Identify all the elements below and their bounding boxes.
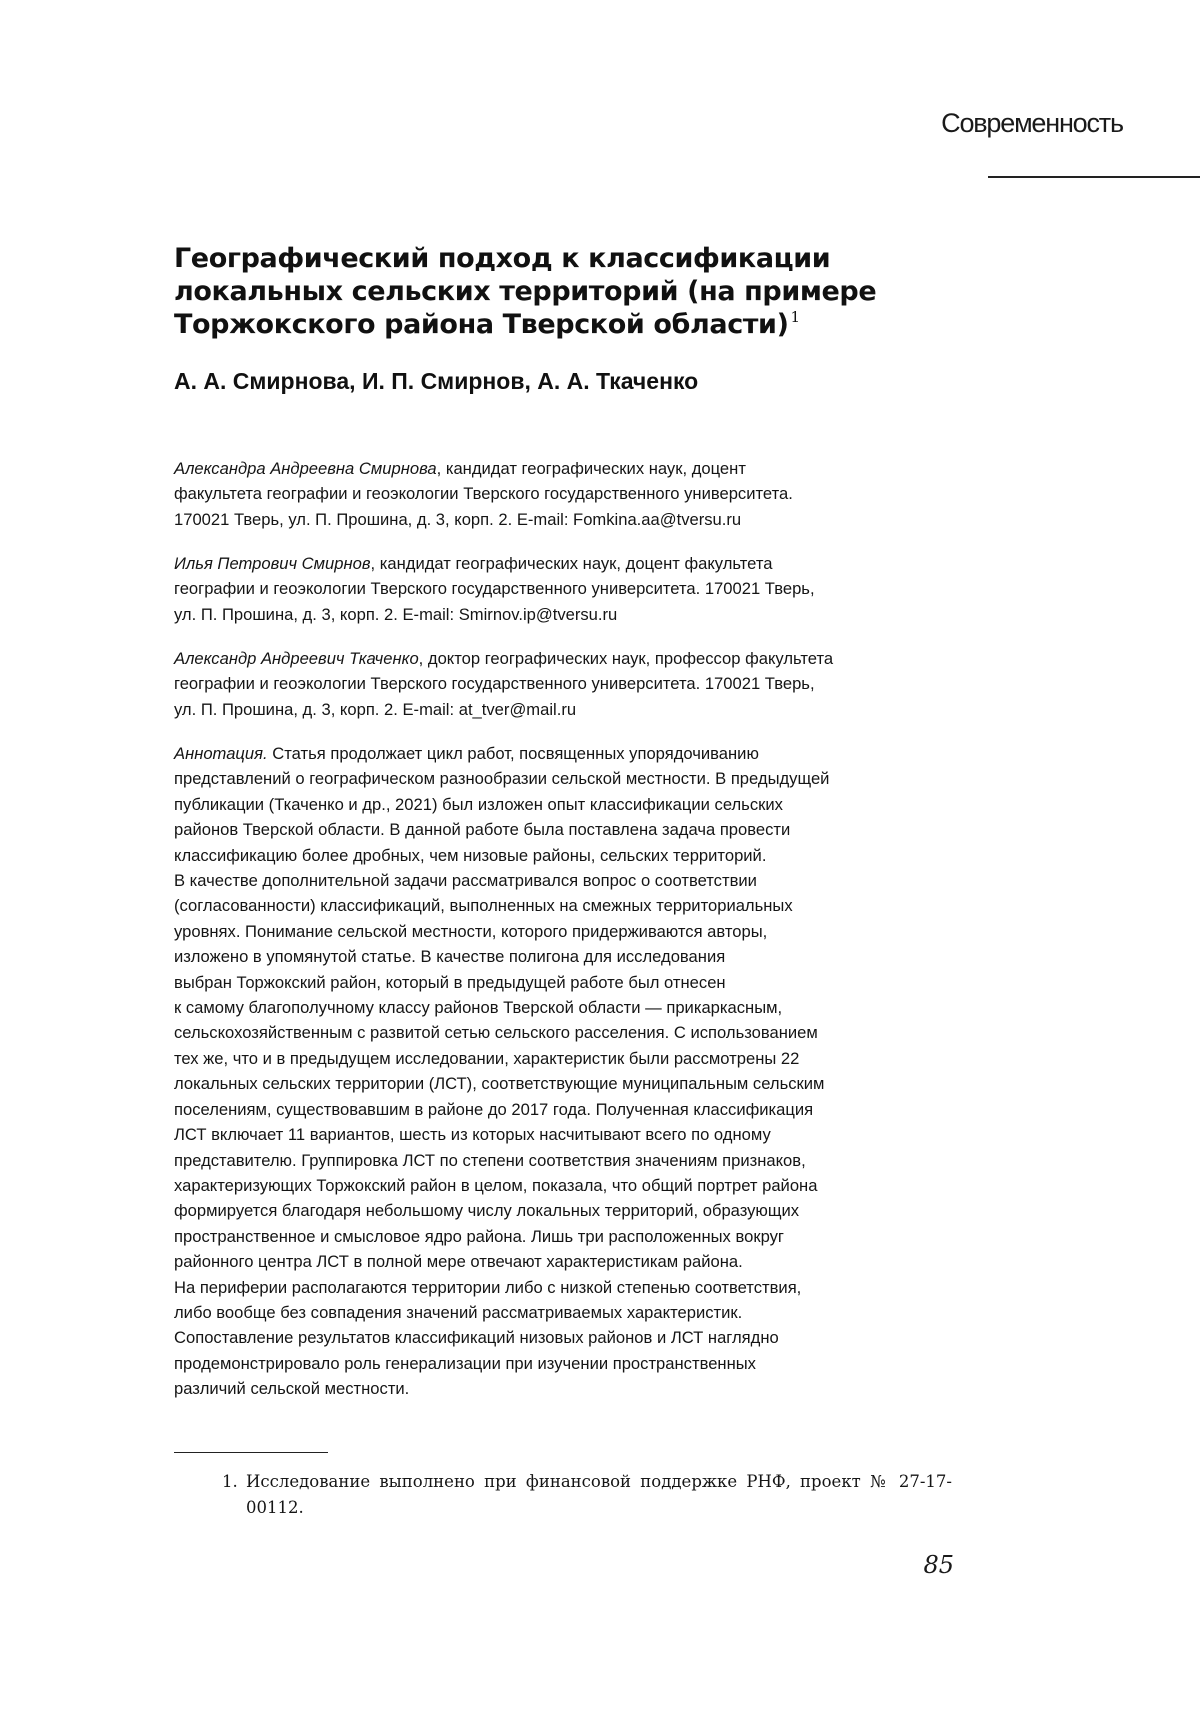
- abstract-line: тех же, что и в предыдущем исследовании, характеристик были рассмотрены 22: [174, 1048, 800, 1068]
- abstract-line: (согласованности) классификаций, выполненных на смежных территориальных: [174, 896, 793, 916]
- author-bio: [174, 456, 954, 532]
- bio-line: [174, 646, 954, 671]
- abstract-line: формируется благодаря небольшому числу локальных территорий, образующих: [174, 1201, 800, 1221]
- bio-line: географии и геоэкологии Тверского государственного университета. 170021 Тверь,: [174, 579, 815, 599]
- title-line-text: Торжокского района Тверской области): [174, 309, 789, 340]
- author-bio: [174, 551, 954, 627]
- abstract-label: Аннотация.: [174, 744, 268, 763]
- abstract-line: поселениям, существовавшим в районе до 2017 года. Полученная классификация: [174, 1099, 814, 1119]
- abstract: [174, 741, 954, 1402]
- bio-line: [174, 551, 954, 576]
- bio-text: , кандидат географических наук, доцент: [436, 459, 746, 478]
- footnote: [222, 1469, 952, 1521]
- title-footnote-marker[interactable]: 1: [790, 308, 800, 326]
- abstract-line: либо вообще без совпадения значений рассматриваемых характеристик.: [174, 1302, 743, 1322]
- abstract-line: классификацию более дробных, чем низовые районы, сельских территорий.: [174, 845, 767, 865]
- article-title: [174, 242, 994, 341]
- footnote-rule: [174, 1452, 328, 1453]
- abstract-line: На периферии располагаются территории либо с низкой степенью соответствия,: [174, 1277, 802, 1297]
- footnote-number: 1.: [222, 1472, 238, 1491]
- abstract-line: В качестве дополнительной задачи рассматривался вопрос о соответствии: [174, 871, 757, 891]
- abstract-line: изложено в упомянутой статье. В качестве полигона для исследования: [174, 947, 726, 967]
- abstract-text: Статья продолжает цикл работ, посвященных упорядочиванию: [267, 744, 759, 763]
- running-head: Современность: [941, 108, 1123, 138]
- footnote-text: Исследование выполнено при финансовой поддержке РНФ, проект № 27-17-00112.: [246, 1472, 952, 1517]
- bio-line: 170021 Тверь, ул. П. Прошина, д. 3, корп. 2. E-mail: Fomkina.aa@tversu.ru: [174, 509, 742, 529]
- bio-line: ул. П. Прошина, д. 3, корп. 2. E-mail: Smirnov.ip@tversu.ru: [174, 604, 618, 624]
- abstract-line: районного центра ЛСТ в полной мере отвечают характеристикам района.: [174, 1252, 743, 1272]
- bio-line: факультета географии и геоэкологии Тверского государственного университета.: [174, 484, 793, 504]
- abstract-line: выбран Торжокский район, который в предыдущей работе был отнесен: [174, 972, 726, 992]
- abstract-line: к самому благополучному классу районов Тверской области — прикаркасным,: [174, 998, 783, 1018]
- title-line: локальных сельских территорий (на примере: [174, 276, 877, 307]
- abstract-line: уровнях. Понимание сельской местности, которого придерживаются авторы,: [174, 921, 768, 941]
- bio-text: , доктор географических наук, профессор факультета: [418, 649, 834, 668]
- running-head-rule: [988, 176, 1200, 178]
- abstract-line: районов Тверской области. В данной работе была поставлена задача провести: [174, 820, 791, 840]
- author-name: Александр Андреевич Ткаченко: [174, 649, 419, 668]
- abstract-line: пространственное и смысловое ядро района. Лишь три расположенных вокруг: [174, 1226, 784, 1246]
- author-name: Александра Андреевна Смирнова: [174, 459, 437, 478]
- title-line: Географический подход к классификации: [174, 243, 831, 274]
- abstract-line: локальных сельских территории (ЛСТ), соответствующие муниципальным сельским: [174, 1074, 825, 1094]
- article-authors: А. А. Смирнова, И. П. Смирнов, А. А. Ткаченко: [174, 368, 699, 394]
- abstract-line: сельскохозяйственным с развитой сетью сельского расселения. С использованием: [174, 1023, 818, 1043]
- page-number: 85: [923, 1551, 954, 1579]
- abstract-line: Сопоставление результатов классификаций низовых районов и ЛСТ наглядно: [174, 1328, 779, 1348]
- bio-line: географии и геоэкологии Тверского государственного университета. 170021 Тверь,: [174, 674, 815, 694]
- abstract-line: [174, 741, 954, 766]
- abstract-line: продемонстрировало роль генерализации при изучении пространственных: [174, 1353, 756, 1373]
- abstract-line: ЛСТ включает 11 вариантов, шесть из которых насчитывают всего по одному: [174, 1125, 771, 1145]
- bio-line: ул. П. Прошина, д. 3, корп. 2. E-mail: at_tver@mail.ru: [174, 699, 577, 719]
- abstract-line: представителю. Группировка ЛСТ по степени соответствия значениям признаков,: [174, 1150, 806, 1170]
- abstract-line: представлений о географическом разнообразии сельской местности. В предыдущей: [174, 769, 830, 789]
- bio-text: , кандидат географических наук, доцент факультета: [370, 554, 773, 573]
- abstract-line: характеризующих Торжокский район в целом, показала, что общий портрет района: [174, 1175, 818, 1195]
- abstract-line: публикации (Ткаченко и др., 2021) был изложен опыт классификации сельских: [174, 794, 783, 814]
- abstract-line: различий сельской местности.: [174, 1379, 410, 1399]
- bio-line: [174, 456, 954, 481]
- title-line: [174, 308, 994, 341]
- author-name: Илья Петрович Смирнов: [174, 554, 371, 573]
- author-bio: [174, 646, 954, 722]
